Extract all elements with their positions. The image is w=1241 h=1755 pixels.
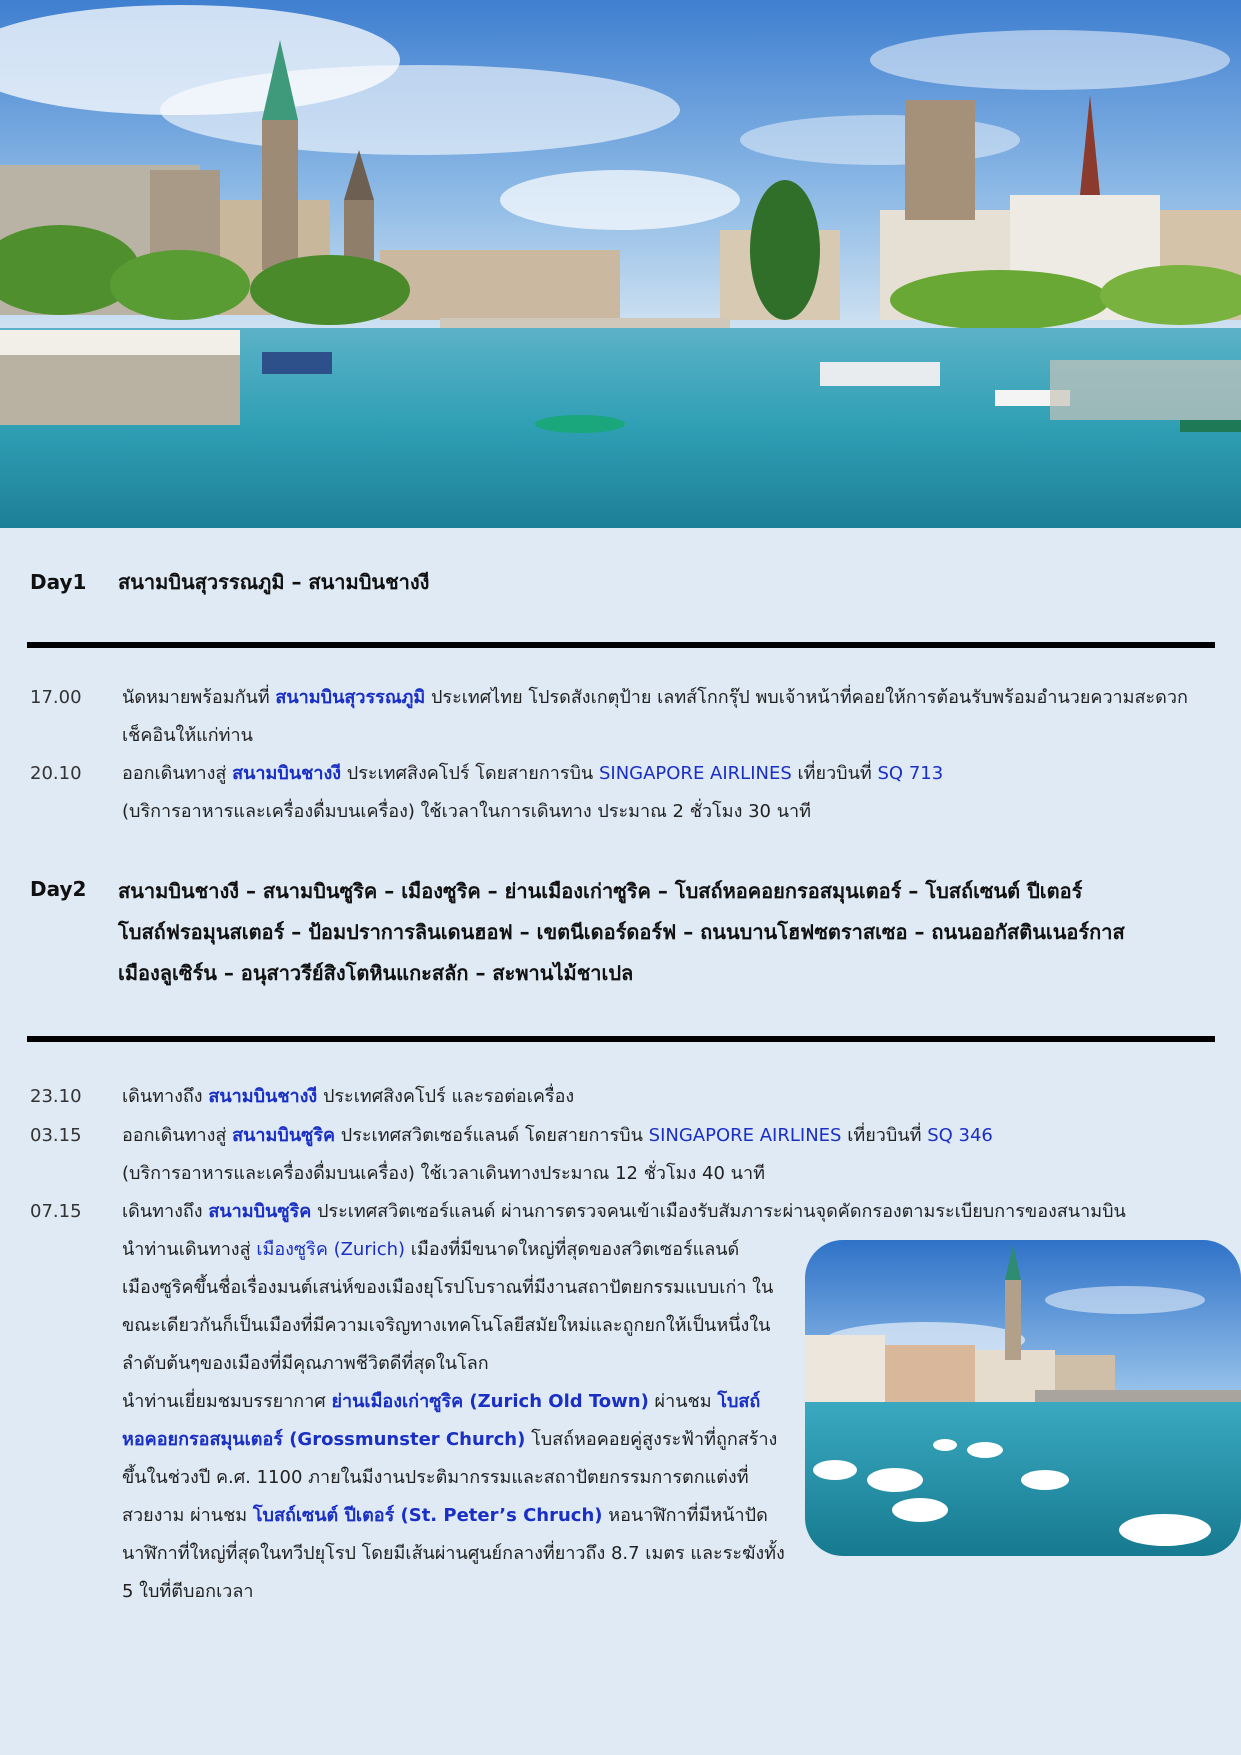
place-highlight: ย่านเมืองเก่าซูริค (Zurich Old Town)	[331, 1391, 649, 1412]
para-text: เมืองที่มีขนาดใหญ่ที่สุดของสวิตเซอร์แลนด์	[405, 1239, 740, 1260]
place-highlight: สนามบินซูริค	[208, 1201, 312, 1222]
schedule-continuation: (บริการอาหารและเครื่องดื่มบนเครื่อง) ใช้เวลาเดินทางประมาณ 12 ชั่วโมง 40 นาที	[122, 1163, 765, 1184]
schedule-text: ประเทศสวิตเซอร์แลนด์ ผ่านการตรวจคนเข้าเมืองรับสัมภาระผ่านจุดคัดกรองตามระเบียบการของสนามบิน	[311, 1201, 1126, 1222]
place-highlight: หอคอยกรอสมุนเตอร์ (Grossmunster Church)	[122, 1429, 526, 1450]
day2-title-lines	[118, 871, 1125, 994]
schedule-text: ประเทศสวิตเซอร์แลนด์ โดยสายการบิน	[335, 1125, 649, 1146]
day2-divider	[27, 1036, 1215, 1042]
flight-number: SQ 346	[927, 1125, 993, 1146]
para-line: ขึ้นในช่วงปี ค.ศ. 1100 ภายในมีงานประติมากรรมและสถาปัตยกรรมการตกแต่งที่	[122, 1467, 749, 1488]
day2-title-line: สนามบินชางงี – สนามบินซูริค – เมืองซูริค – ย่านเมืองเก่าซูริค – โบสถ์หอคอยกรอสมุนเตอร์ – โบสถ์เซนต์ ปีเตอร์	[118, 879, 1083, 903]
schedule-text: ออกเดินทางสู่	[122, 1125, 233, 1146]
para-line: เมืองซูริคขึ้นชื่อเรื่องมนต์เสน่ห์ของเมืองยุโรปโบราณที่มีงานสถาปัตยกรรมแบบเก่า ใน	[122, 1277, 774, 1298]
place-highlight: สนามบินสุวรรณภูมิ	[275, 687, 426, 708]
day1-divider	[27, 642, 1215, 648]
place-highlight: โบสถ์	[717, 1391, 761, 1412]
old-town-description	[122, 1383, 786, 1611]
schedule-text: ประเทศไทย โปรดสังเกตุป้าย เลทส์โกกรุ๊ป พบเจ้าหน้าที่คอยให้การต้อนรับพร้อมอำนวยความสะดวก	[425, 687, 1188, 708]
place-highlight: สนามบินชางงี	[208, 1086, 318, 1107]
para-line: 5 ใบที่ตีบอกเวลา	[122, 1581, 254, 1602]
para-line: ขณะเดียวกันก็เป็นเมืองที่มีความเจริญทางเทคโนโลยีสมัยใหม่และถูกยกให้เป็นหนึ่งใน	[122, 1315, 771, 1336]
photo-zurich-swans	[805, 1240, 1241, 1556]
place-highlight: เมืองซูริค (Zurich)	[256, 1239, 406, 1260]
schedule-text: เที่ยวบินที่	[791, 763, 878, 784]
place-highlight: สนามบินชางงี	[232, 763, 342, 784]
para-text: โบสถ์หอคอยคู่สูงระฟ้าที่ถูกสร้าง	[525, 1429, 778, 1450]
day2-title-line: เมืองลูเซิร์น – อนุสาวรีย์สิงโตหินแกะสลัก – สะพานไม้ชาเปล	[118, 961, 634, 985]
day1-title: สนามบินสุวรรณภูมิ – สนามบินชางงี	[118, 570, 430, 594]
schedule-text: นัดหมายพร้อมกันที่	[122, 687, 276, 708]
schedule-text: เที่ยวบินที่	[841, 1125, 928, 1146]
place-highlight: สนามบินซูริค	[232, 1125, 336, 1146]
day1-label: Day1	[30, 570, 87, 594]
schedule-time: 07.15	[30, 1201, 82, 1222]
schedule-row-day1-2	[30, 755, 943, 793]
para-text: นำท่านเยี่ยมชมบรรยากาศ	[122, 1391, 332, 1412]
day2-label: Day2	[30, 877, 87, 901]
hero-photo-zurich-river	[0, 0, 1241, 528]
day2-header	[30, 877, 118, 901]
para-line: นาฬิกาที่ใหญ่ที่สุดในทวีปยุโรป โดยมีเส้นผ่านศูนย์กลางที่ยาวถึง 8.7 เมตร และระฆังทั้ง	[122, 1543, 785, 1564]
schedule-text: เดินทางถึง	[122, 1086, 209, 1107]
para-text: นำท่านเดินทางสู่	[122, 1239, 257, 1260]
day1-header	[30, 566, 429, 598]
schedule-time: 23.10	[30, 1086, 82, 1107]
day2-title-line: โบสถ์ฟรอมุนสเตอร์ – ป้อมปราการลินเดนฮอฟ – เขตนีเดอร์ดอร์ฟ – ถนนบานโฮฟซตราสเซอ – ถนนออกัสตินเนอร์กาส	[118, 920, 1125, 944]
airline-name: SINGAPORE AIRLINES	[598, 763, 792, 784]
schedule-row-day2-3	[30, 1193, 1126, 1231]
schedule-row-day1-1	[30, 679, 1188, 717]
schedule-time: 20.10	[30, 763, 82, 784]
para-text: สวยงาม ผ่านชม	[122, 1505, 253, 1526]
place-highlight: โบสถ์เซนต์ ปีเตอร์ (St. Peter’s Chruch)	[252, 1505, 603, 1526]
para-text: หอนาฬิกาที่มีหน้าปัด	[602, 1505, 768, 1526]
schedule-continuation: (บริการอาหารและเครื่องดื่มบนเครื่อง) ใช้เวลาในการเดินทาง ประมาณ 2 ชั่วโมง 30 นาที	[122, 801, 812, 822]
schedule-row-day2-2	[30, 1117, 993, 1155]
schedule-continuation: เช็คอินให้แก่ท่าน	[122, 725, 253, 746]
schedule-text: ออกเดินทางสู่	[122, 763, 233, 784]
para-line: ลำดับต้นๆของเมืองที่มีคุณภาพชีวิตดีที่สุดในโลก	[122, 1353, 489, 1374]
schedule-text: ประเทศสิงคโปร์ และรอต่อเครื่อง	[317, 1086, 575, 1107]
schedule-text: ประเทศสิงคโปร์ โดยสายการบิน	[341, 763, 599, 784]
schedule-time: 17.00	[30, 687, 82, 708]
flight-number: SQ 713	[877, 763, 944, 784]
schedule-time: 03.15	[30, 1125, 82, 1146]
schedule-row-day2-1	[30, 1078, 574, 1116]
airline-name: SINGAPORE AIRLINES	[648, 1125, 842, 1146]
para-text: ผ่านชม	[648, 1391, 718, 1412]
zurich-description	[122, 1231, 786, 1383]
schedule-text: เดินทางถึง	[122, 1201, 209, 1222]
